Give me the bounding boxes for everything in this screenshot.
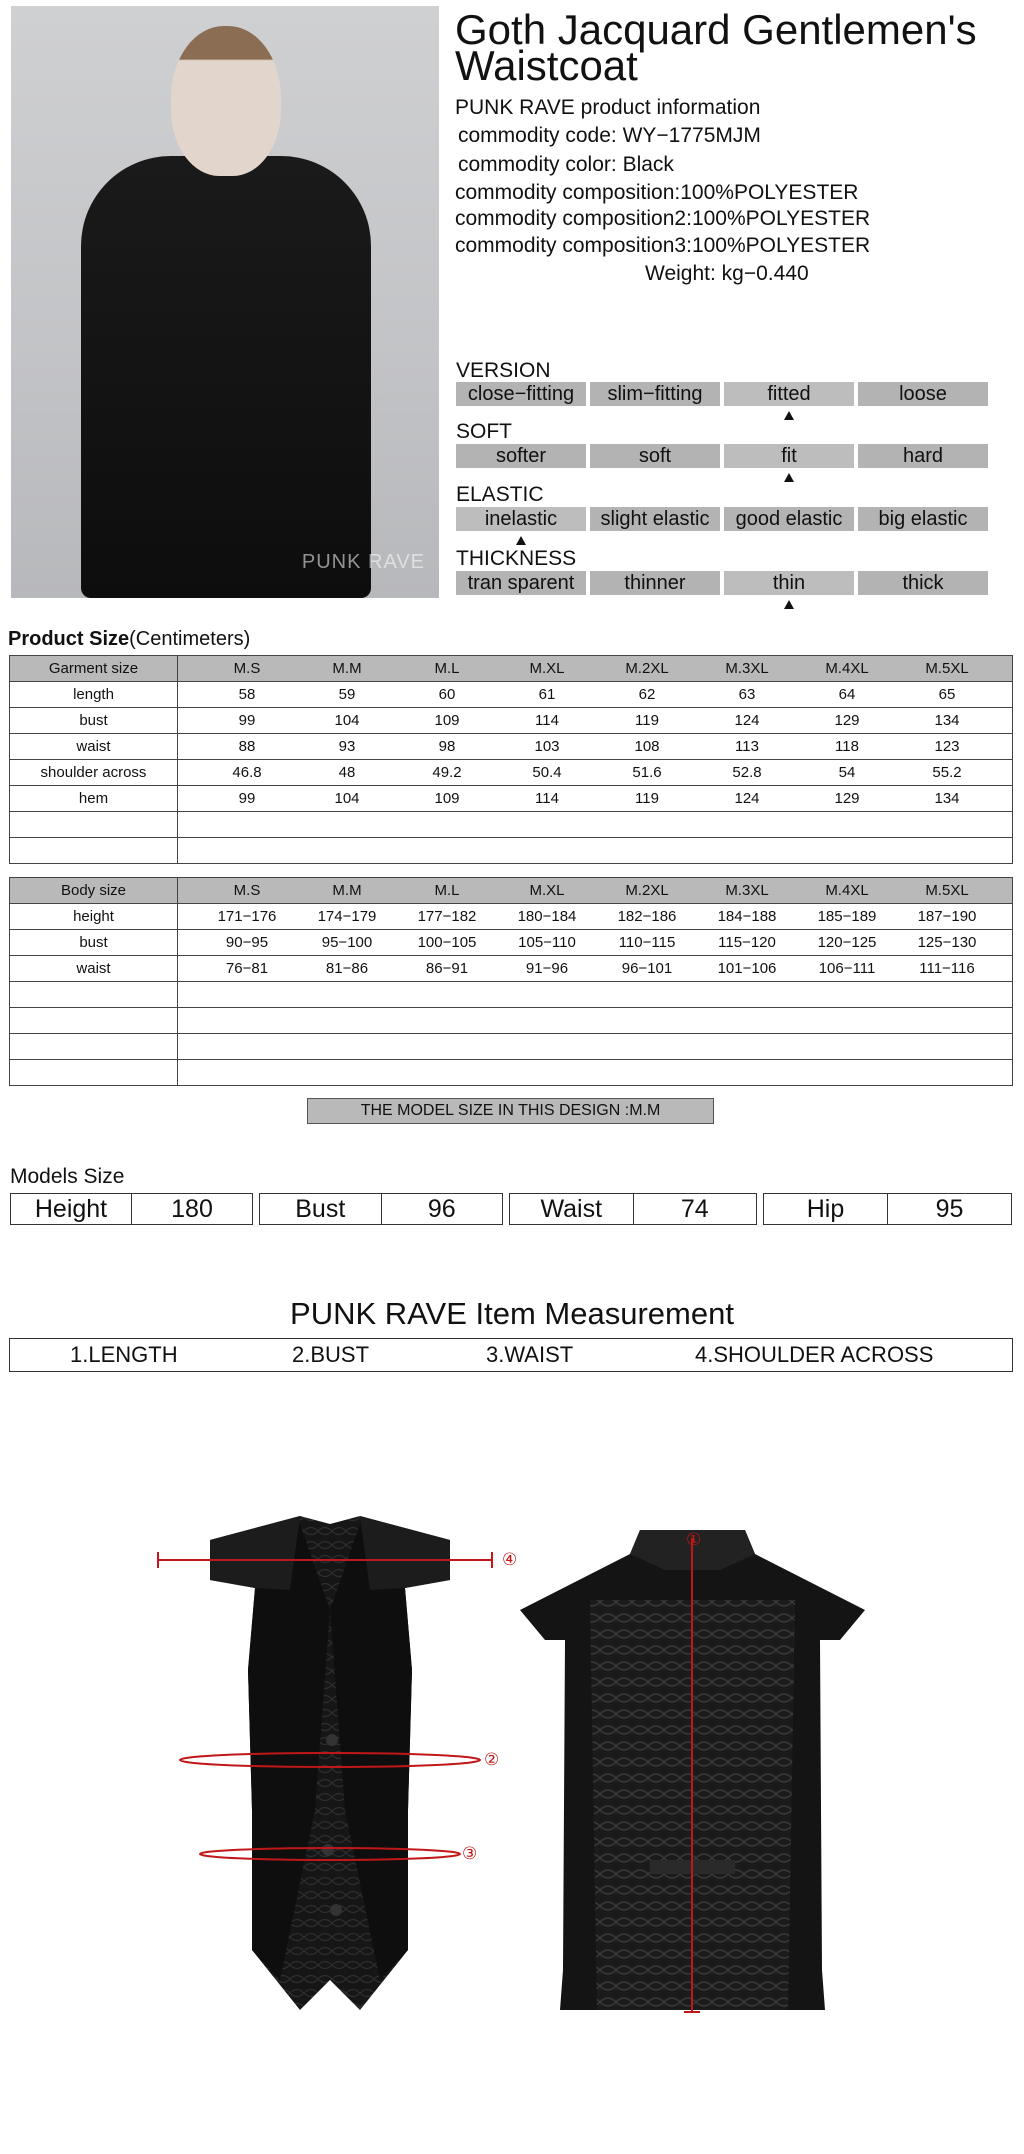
table-cell: 86−91 [425,960,469,977]
table-cell: 104 [334,790,360,807]
table-cell: 113 [735,738,759,755]
soft-option: hard [858,444,988,468]
row-values [178,760,1013,786]
model-hip-box: Hip 95 [763,1193,1012,1225]
table-cell: 104 [334,712,360,729]
table-cell: 61 [538,686,556,703]
thickness-option-selected: thin [724,571,854,595]
elastic-option: big elastic [858,507,988,531]
elastic-label: ELASTIC [456,483,544,506]
measurement-legend [9,1338,1013,1372]
table-cell: 177−182 [417,908,477,925]
table-cell: 101−106 [717,960,777,977]
model-head [171,26,281,176]
table-cell: 48 [338,764,356,781]
table-cell: 64 [838,686,856,703]
row-label: waist [10,734,178,760]
row-values [178,956,1013,982]
row-values [178,786,1013,812]
marker-3: ③ [462,1844,478,1863]
table-cell: 62 [638,686,656,703]
body-size-table [9,877,1013,1086]
table-cell: 93 [338,738,356,755]
table-cell: 120−125 [817,934,877,951]
table-cell: 182−186 [617,908,677,925]
size-header-cell: M.XL [529,660,565,677]
weight-row: Weight: kg−0.440 [645,262,809,285]
table-cell: 81−86 [325,960,369,977]
header-sizes [178,656,1013,682]
vest-front-measure-lines [150,1510,510,2030]
models-size-title: Models Size [10,1165,125,1188]
soft-option: softer [456,444,586,468]
thickness-option: tran sparent [456,571,586,595]
row-label: hem [10,786,178,812]
row-values [178,734,1013,760]
row-values [178,930,1013,956]
table-row [10,708,1013,734]
table-cell: 105−110 [518,934,576,951]
table-cell: 60 [438,686,456,703]
version-scale [456,382,988,406]
empty-row [10,838,1013,864]
legend-shoulder-across: 4.SHOULDER ACROSS [695,1342,934,1367]
size-header-cell: M.L [434,882,460,899]
selected-marker-icon [784,473,794,482]
selected-marker-icon [784,411,794,420]
row-label: height [10,904,178,930]
table-row [10,930,1013,956]
row-label: bust [10,930,178,956]
table-cell: 106−111 [818,960,876,977]
table-cell: 109 [434,712,460,729]
table-cell: 50.4 [532,764,562,781]
size-header-cell: M.S [233,882,261,899]
soft-option: soft [590,444,720,468]
size-header-cell: M.3XL [725,882,769,899]
table-row [10,956,1013,982]
table-cell: 125−130 [917,934,977,951]
thickness-option: thick [858,571,988,595]
table-cell: 54 [838,764,856,781]
table-cell: 187−190 [917,908,977,925]
version-option: slim−fitting [590,382,720,406]
measurement-title: PUNK RAVE Item Measurement [290,1296,734,1331]
info-row: commodity composition2:100%POLYESTER [455,207,871,230]
table-cell: 51.6 [632,764,662,781]
row-label: shoulder across [10,760,178,786]
table-cell: 96−101 [621,960,673,977]
product-title: Goth Jacquard Gentlemen's Waistcoat [455,6,977,89]
legend-length: 1.LENGTH [70,1342,178,1367]
table-cell: 59 [338,686,356,703]
size-header-cell: M.2XL [625,660,669,677]
row-values [178,682,1013,708]
size-header-cell: M.4XL [825,660,869,677]
empty-row [10,1060,1013,1086]
table-cell: 95−100 [321,934,373,951]
table-cell: 184−188 [717,908,777,925]
size-header-cell: M.2XL [625,882,669,899]
table-cell: 63 [738,686,756,703]
table-row [10,760,1013,786]
table-cell: 129 [834,790,860,807]
table-cell: 129 [834,712,860,729]
models-size-row [10,1193,1012,1225]
legend-waist: 3.WAIST [486,1342,574,1367]
table-cell: 134 [934,790,960,807]
table-cell: 174−179 [317,908,377,925]
header-sizes [178,878,1013,904]
header-label: Body size [10,878,178,904]
table-cell: 90−95 [225,934,269,951]
selected-marker-icon [516,536,526,545]
version-label: VERSION [456,359,551,382]
table-cell: 171−176 [217,908,277,925]
table-cell: 118 [835,738,859,755]
info-row: commodity color: Black [458,153,674,176]
table-cell: 100−105 [417,934,477,951]
vest-back-measure-lines [520,1530,865,2020]
size-header-cell: M.M [332,660,362,677]
row-label: waist [10,956,178,982]
version-option: loose [858,382,988,406]
vest-back-diagram [520,1530,865,2020]
marker-1: ① [686,1530,702,1549]
table-cell: 65 [938,686,956,703]
table-cell: 115−120 [718,934,776,951]
soft-label: SOFT [456,420,512,443]
table-cell: 103 [534,738,560,755]
table-cell: 58 [238,686,256,703]
elastic-option-selected: inelastic [456,507,586,531]
table-cell: 114 [535,790,559,807]
table-row [10,682,1013,708]
table-cell: 111−116 [919,960,975,977]
size-header-cell: M.S [233,660,261,677]
empty-row [10,812,1013,838]
elastic-option: slight elastic [590,507,720,531]
table-row [10,734,1013,760]
size-header-cell: M.M [332,882,362,899]
row-label: bust [10,708,178,734]
soft-option-selected: fit [724,444,854,468]
empty-row [10,982,1013,1008]
watermark: PUNK RAVE [301,551,425,573]
legend-bust: 2.BUST [292,1342,370,1367]
table-cell: 110−115 [618,934,676,951]
table-cell: 49.2 [432,764,462,781]
table-cell: 76−81 [225,960,269,977]
row-values [178,904,1013,930]
empty-row [10,1034,1013,1060]
version-option-selected: fitted [724,382,854,406]
table-cell: 52.8 [732,764,762,781]
elastic-scale [456,507,988,531]
table-cell: 91−96 [525,960,569,977]
table-cell: 99 [238,790,256,807]
brand-info: PUNK RAVE product information [455,96,761,119]
table-cell: 124 [734,712,760,729]
table-header-row [10,656,1013,682]
info-row: commodity composition3:100%POLYESTER [455,234,871,257]
table-row [10,786,1013,812]
table-cell: 98 [438,738,456,755]
soft-scale [456,444,988,468]
elastic-option: good elastic [724,507,854,531]
header-label: Garment size [10,656,178,682]
size-header-cell: M.3XL [725,660,769,677]
size-header-cell: M.5XL [925,660,969,677]
product-size-title: Product Size(Centimeters) [8,628,251,650]
model-photo [11,6,439,598]
table-header-row [10,878,1013,904]
model-height-box: Height 180 [10,1193,253,1225]
vest-front-diagram [150,1510,518,2030]
selected-marker-icon [784,600,794,609]
product-size-table [9,655,1013,864]
table-cell: 180−184 [517,908,577,925]
size-header-cell: M.XL [529,882,565,899]
table-cell: 108 [634,738,660,755]
table-cell: 119 [635,712,659,729]
info-row: commodity code: WY−1775MJM [458,124,761,147]
table-cell: 119 [635,790,659,807]
table-cell: 114 [535,712,559,729]
table-cell: 123 [934,738,960,755]
size-header-cell: M.5XL [925,882,969,899]
table-cell: 109 [434,790,460,807]
table-cell: 134 [934,712,960,729]
model-waist-box: Waist 74 [509,1193,757,1225]
table-cell: 124 [734,790,760,807]
marker-2: ② [484,1750,500,1769]
waistcoat-figure [81,156,371,598]
model-bust-box: Bust 96 [259,1193,503,1225]
table-cell: 88 [238,738,256,755]
info-row: commodity composition:100%POLYESTER [455,181,859,204]
marker-4: ④ [502,1550,518,1569]
empty-row [10,1008,1013,1034]
size-header-cell: M.4XL [825,882,869,899]
table-cell: 55.2 [932,764,962,781]
size-header-cell: M.L [434,660,460,677]
table-cell: 46.8 [232,764,262,781]
row-label: length [10,682,178,708]
table-cell: 185−189 [817,908,877,925]
table-cell: 99 [238,712,256,729]
table-row [10,904,1013,930]
thickness-label: THICKNESS [456,547,577,570]
model-size-note: THE MODEL SIZE IN THIS DESIGN :M.M [307,1098,714,1124]
thickness-option: thinner [590,571,720,595]
row-values [178,708,1013,734]
version-option: close−fitting [456,382,586,406]
thickness-scale [456,571,988,595]
